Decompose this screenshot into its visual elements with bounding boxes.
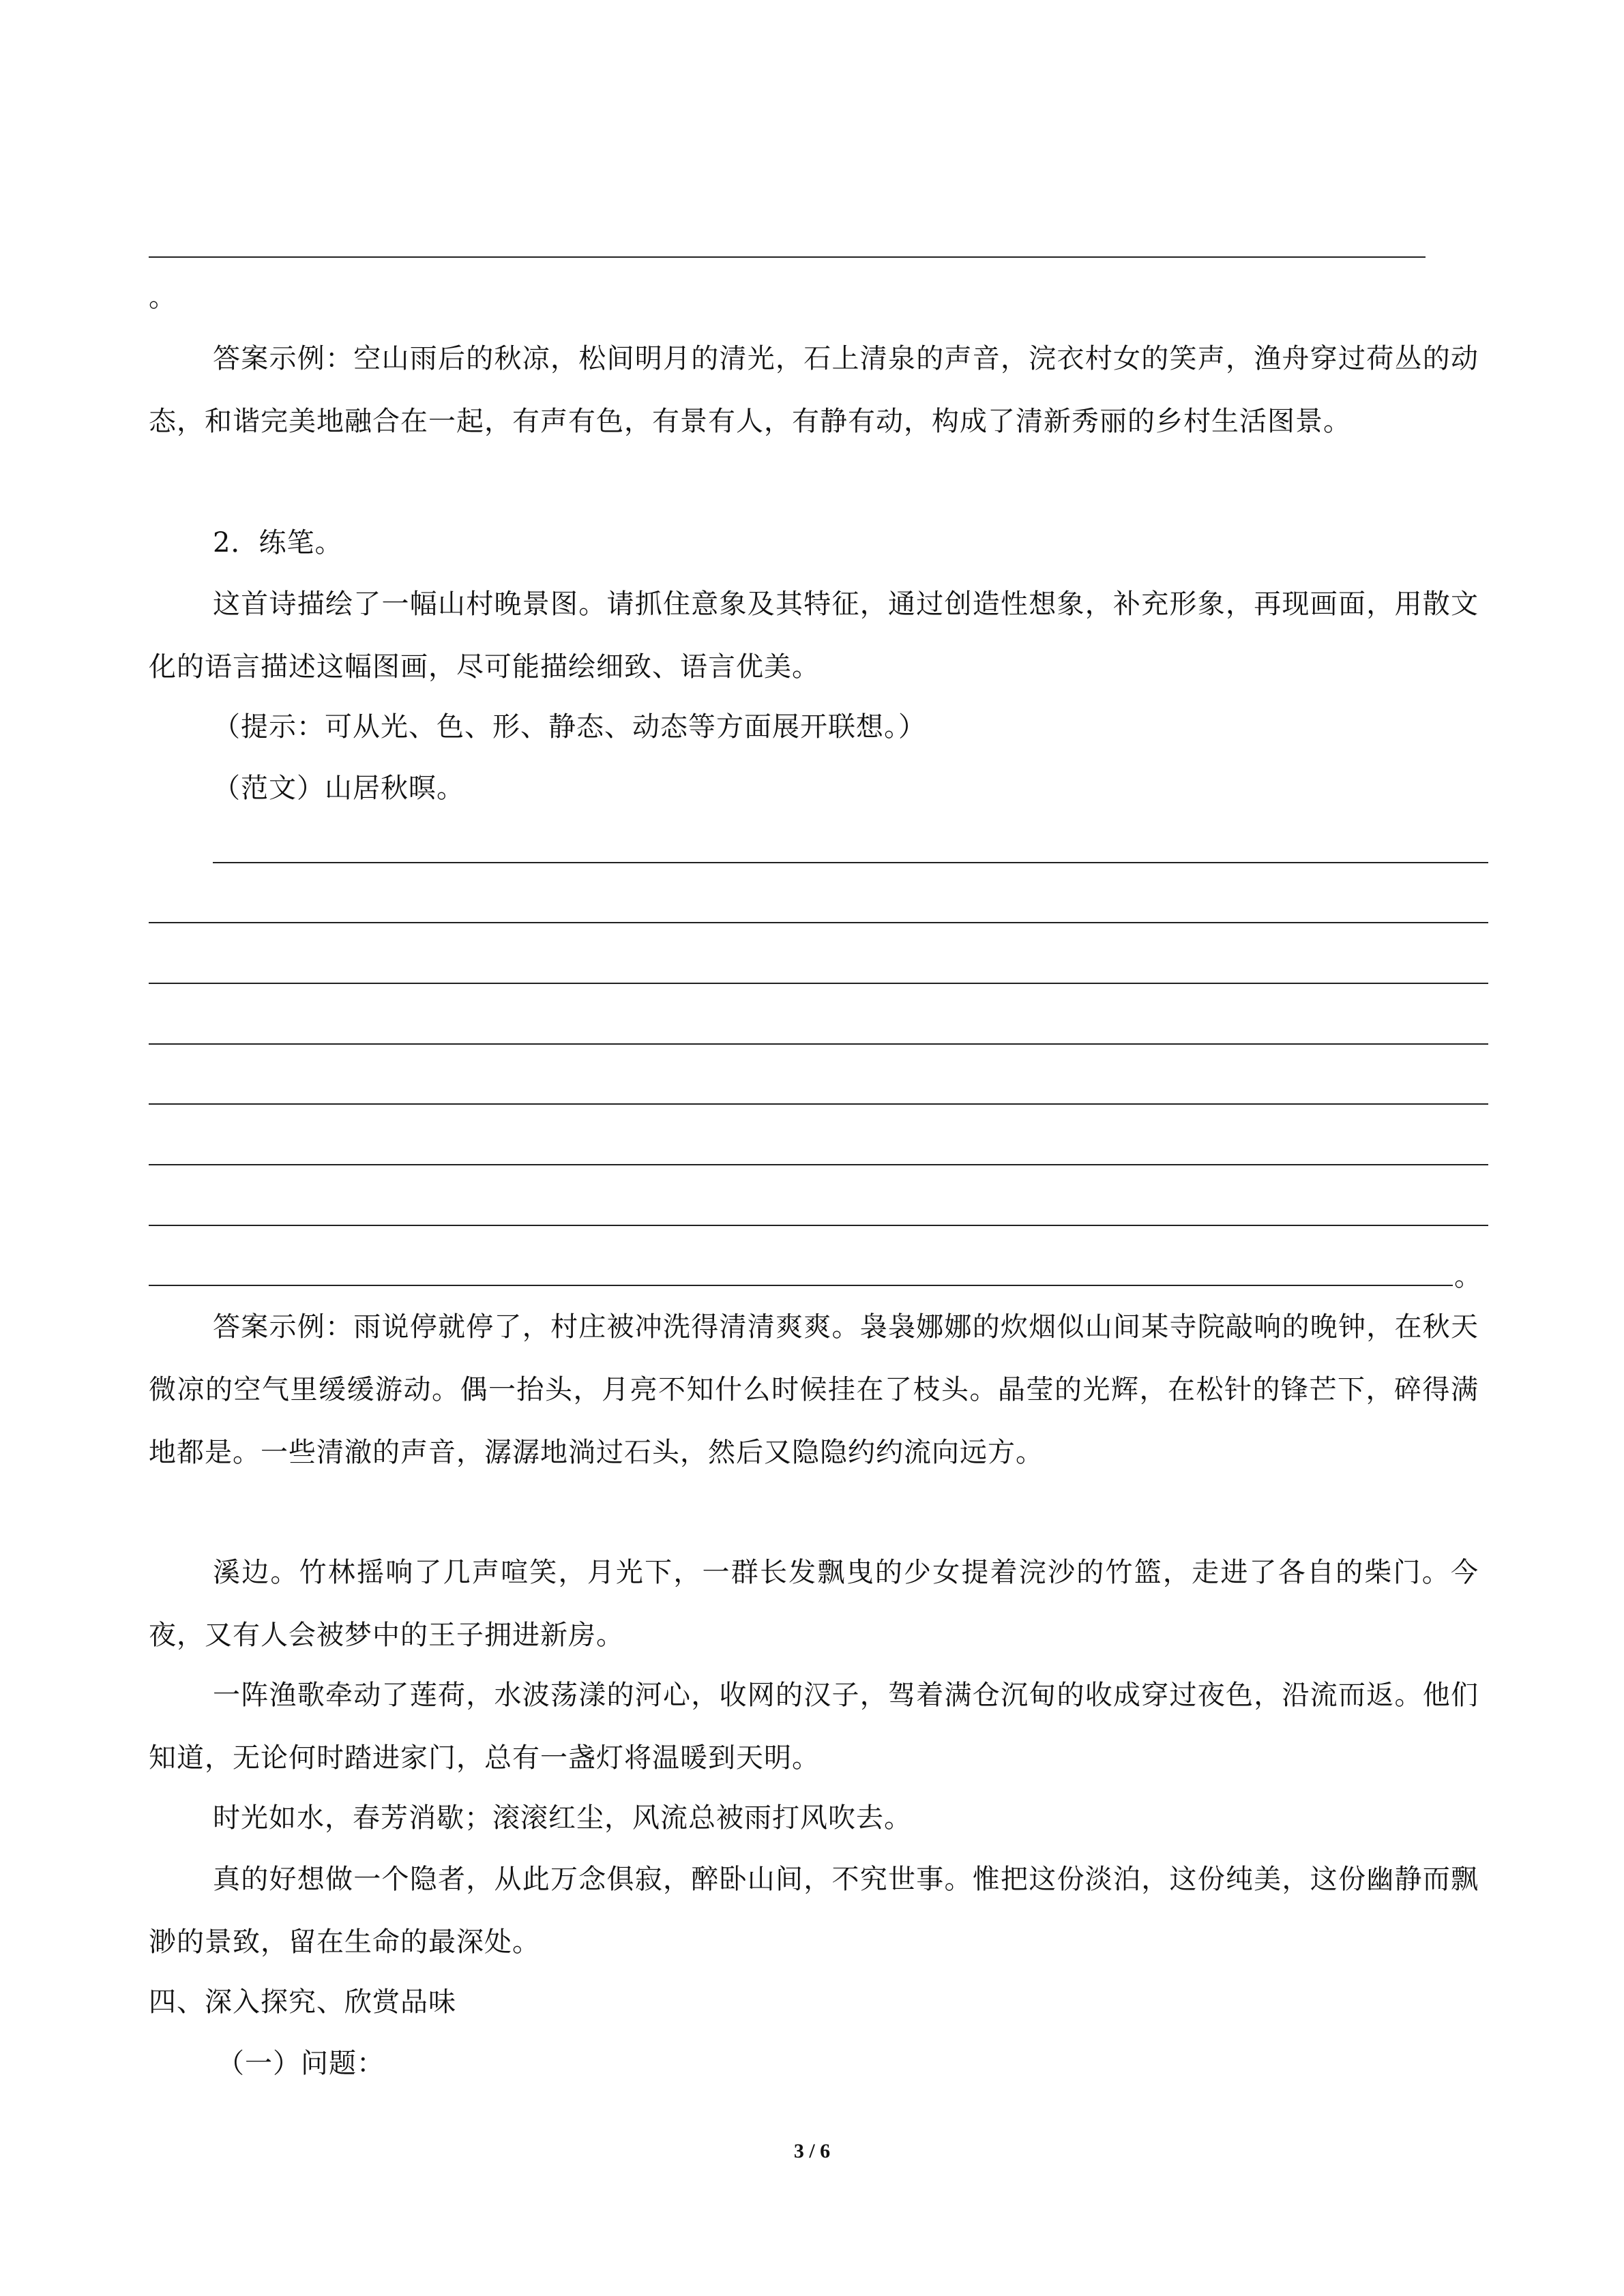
writing-line-7[interactable] bbox=[149, 1225, 1488, 1226]
answer-example-2-para-2: 溪边。竹林摇响了几声喧笑，月光下，一群长发飘曳的少女提着浣沙的竹篮，走进了各自的柴门。今夜，又有人会被梦中的王子拥进新房。 bbox=[149, 1557, 1479, 1651]
answer-example-2-para-4: 时光如水，春芳消歇；滚滚红尘，风流总被雨打风吹去。 bbox=[213, 1802, 912, 1834]
writing-line-period: 。 bbox=[1454, 1261, 1481, 1292]
writing-line-1[interactable] bbox=[213, 862, 1488, 863]
section-4-heading: 四、深入探究、欣赏品味 bbox=[149, 1986, 456, 2018]
section-4-subheading: （一）问题： bbox=[217, 2048, 385, 2079]
answer-example-2-para-5: 真的好想做一个隐者，从此万念俱寂，醉卧山间，不究世事。惟把这份淡泊，这份纯美，这份幽静而飘渺的景致，留在生命的最深处。 bbox=[149, 1864, 1479, 1958]
writing-line-5[interactable] bbox=[149, 1103, 1488, 1105]
writing-line-8[interactable] bbox=[149, 1285, 1453, 1286]
page-number: 3 / 6 bbox=[793, 2140, 831, 2162]
answer-example-2-para-3: 一阵渔歌牵动了莲荷，水波荡漾的河心，收网的汉子，驾着满仓沉甸的收成穿过夜色，沿流而返。他们知道，无论何时踏进家门，总有一盏灯将温暖到天明。 bbox=[149, 1680, 1479, 1774]
blank-line-period: 。 bbox=[149, 282, 177, 313]
answer-blank-line[interactable] bbox=[149, 256, 1426, 258]
answer-example-2-para-1: 答案示例：雨说停就停了，村庄被冲洗得清清爽爽。袅袅娜娜的炊烟似山间某寺院敲响的晚钟，在秋天微凉的空气里缓缓游动。偶一抬头，月亮不知什么时候挂在了枝头。晶莹的光辉，在松针的锋芒下，碎得满地都是。一些清澈的声音，潺潺地淌过石头，然后又隐隐约约流向远方。 bbox=[149, 1311, 1479, 1468]
writing-line-2[interactable] bbox=[149, 922, 1488, 923]
writing-line-4[interactable] bbox=[149, 1043, 1488, 1045]
hint-text: （提示：可从光、色、形、静态、动态等方面展开联想。） bbox=[213, 711, 926, 743]
exercise-2-title: 2．练笔。 bbox=[213, 527, 343, 558]
model-essay-title: （范文）山居秋暝。 bbox=[213, 773, 464, 804]
exercise-2-prompt: 这首诗描绘了一幅山村晚景图。请抓住意象及其特征，通过创造性想象，补充形象，再现画面，用散文化的语言描述这幅图画，尽可能描绘细致、语言优美。 bbox=[149, 588, 1479, 683]
writing-line-3[interactable] bbox=[149, 983, 1488, 984]
writing-line-6[interactable] bbox=[149, 1164, 1488, 1165]
answer-example-1: 答案示例：空山雨后的秋凉，松间明月的清光，石上清泉的声音，浣衣村女的笑声，渔舟穿过荷丛的动态，和谐完美地融合在一起，有声有色，有景有人，有静有动，构成了清新秀丽的乡村生活图景。 bbox=[149, 343, 1479, 437]
